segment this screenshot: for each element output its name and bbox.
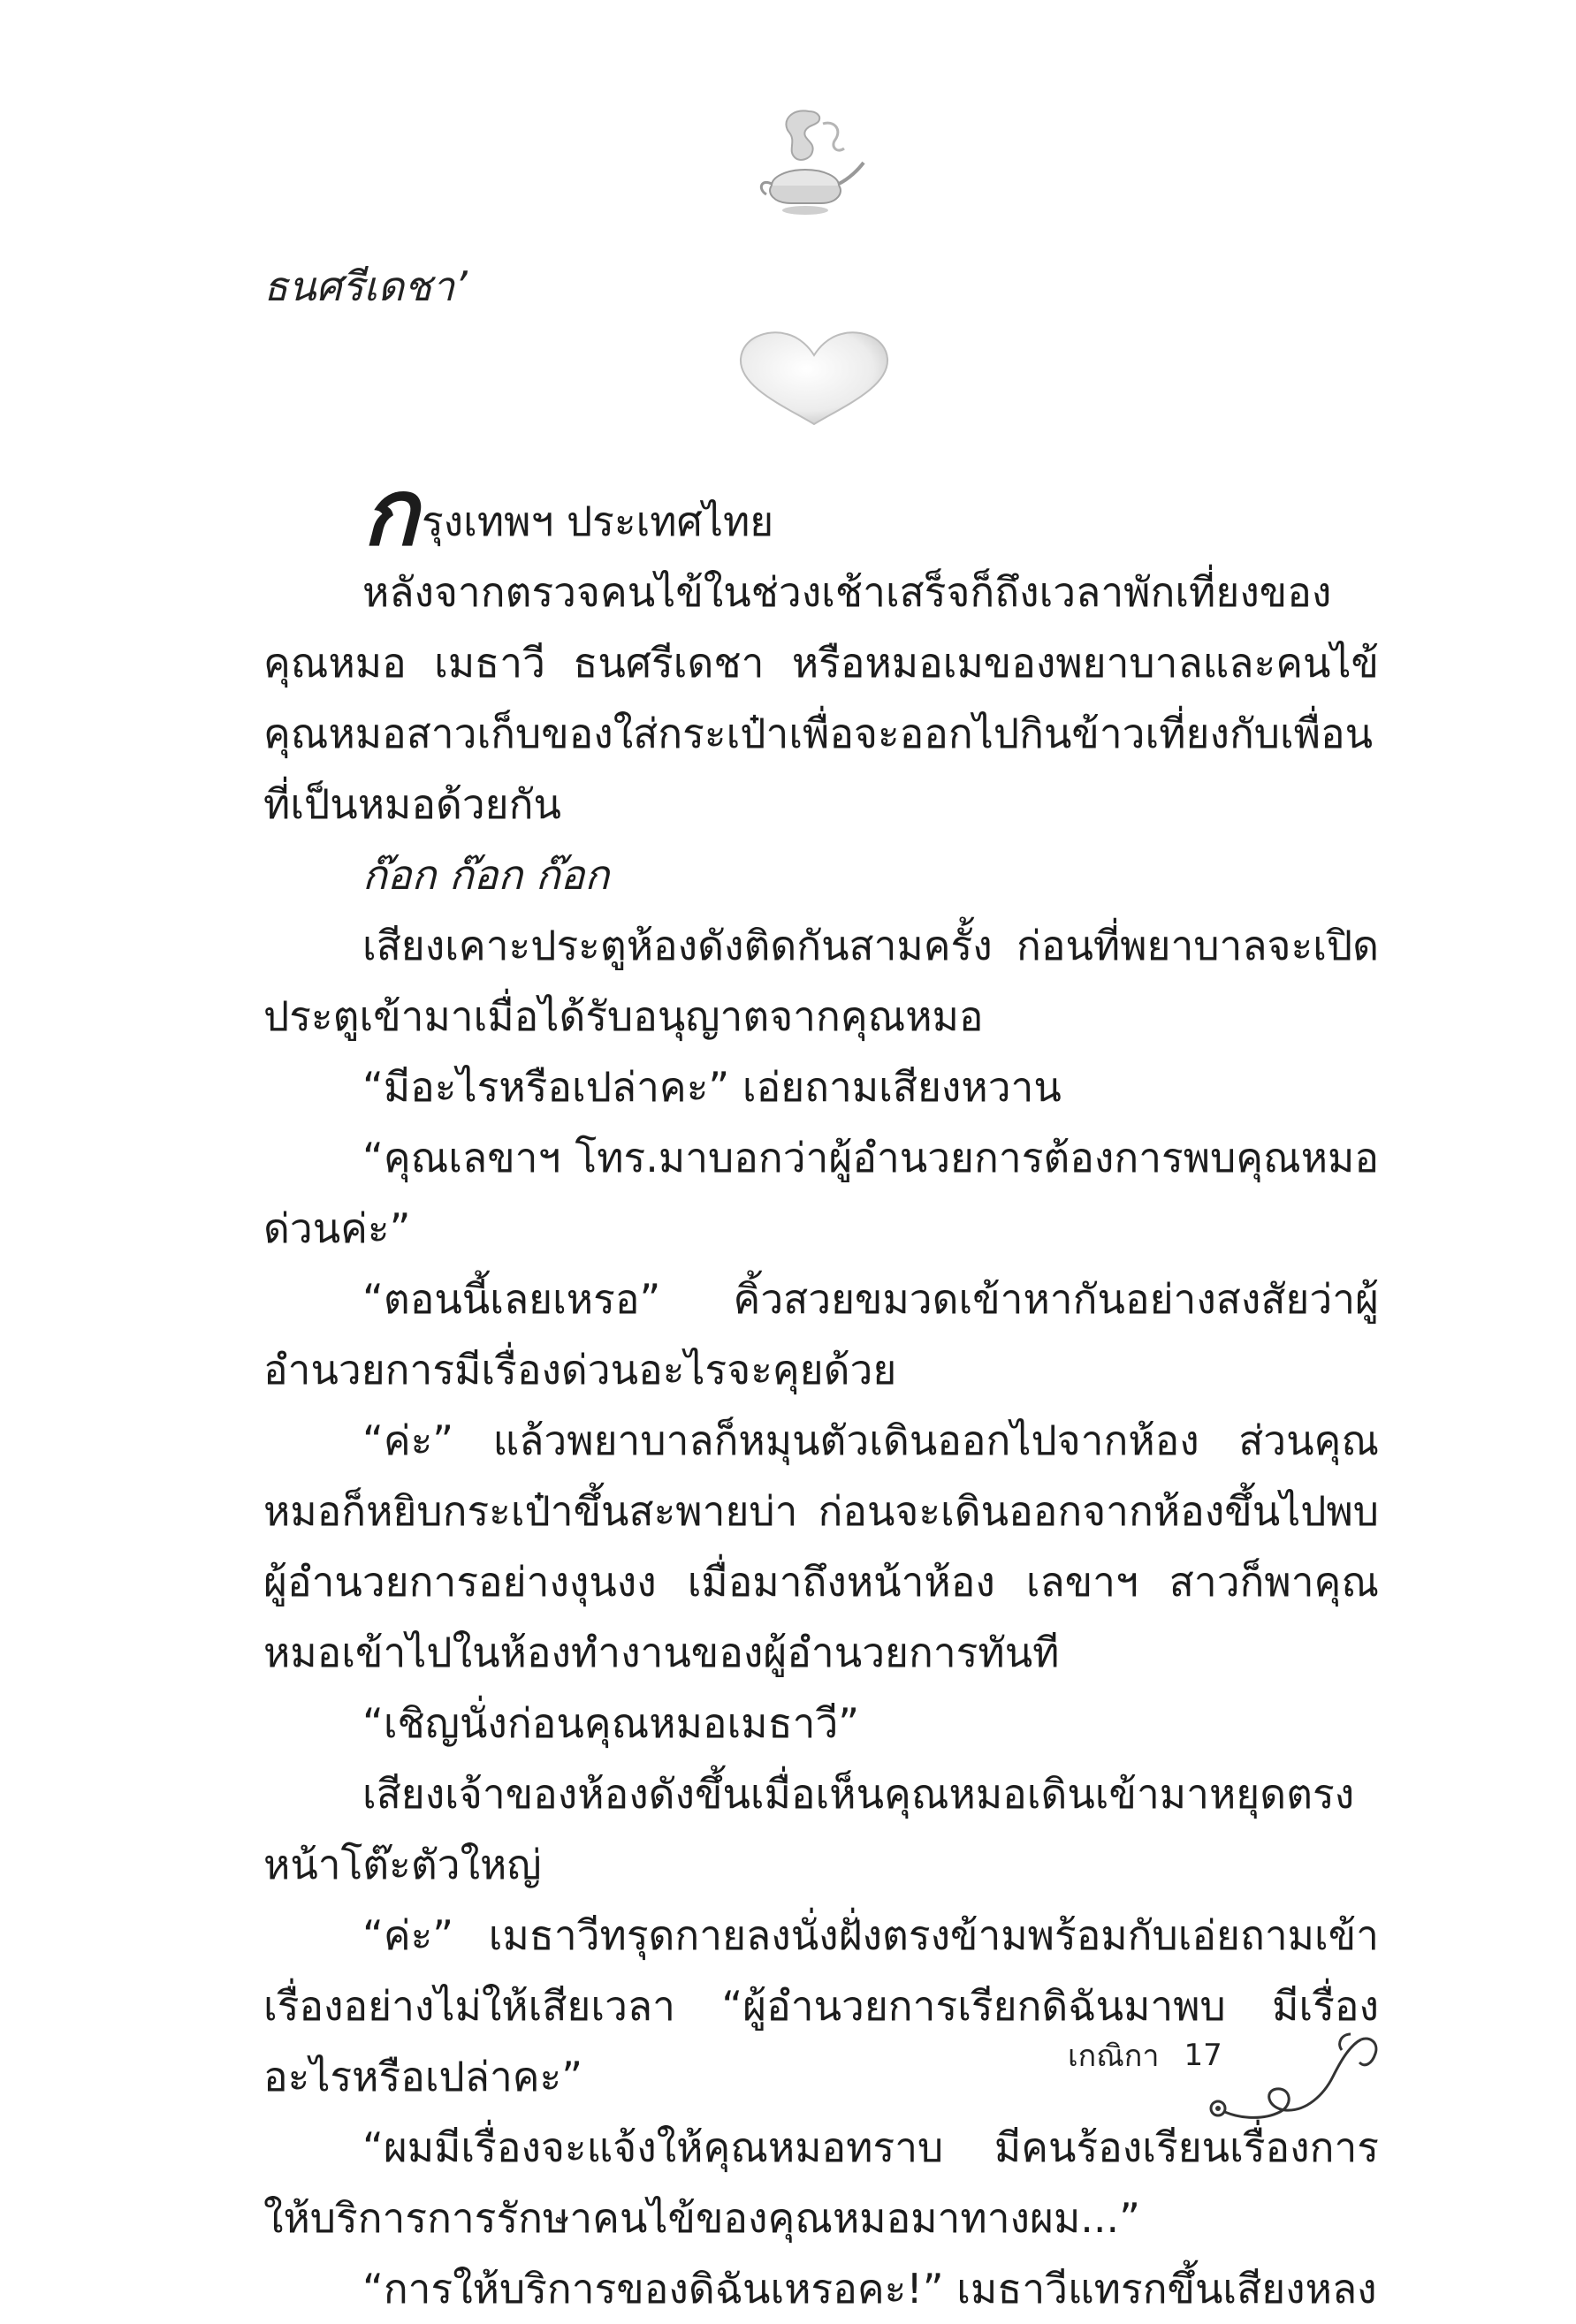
dialogue-paragraph: “คุณเลขาฯ โทร.มาบอกว่าผู้อำนวยการต้องการพบคุณหมอด่วนค่ะ” bbox=[263, 1134, 1379, 1252]
dialogue-paragraph: “ผมมีเรื่องจะแจ้งให้คุณหมอทราบ มีคนร้องเรียนเรื่องการให้บริการการรักษาคนไข้ของคุณหมอมาทางผม...” bbox=[263, 2123, 1379, 2242]
paragraph: หลังจากตรวจคนไข้ในช่วงเช้าเสร็จก็ถึงเวลาพักเที่ยงของคุณหมอ เมธาวี ธนศรีเดชา หรือหมอเมของพยาบาลและคนไข้ คุณหมอสาวเก็บของใส่กระเป๋าเพื่อจะออกไปกินข้าวเที่ยงกับเพื่อนที่เป็นหมอด้วยกัน bbox=[263, 568, 1379, 828]
dialogue-paragraph: “มีอะไรหรือเปล่าคะ” เอ่ยถามเสียงหวาน bbox=[362, 1063, 1062, 1111]
sound-effect-paragraph: ก๊อก ก๊อก ก๊อก bbox=[362, 851, 610, 899]
opening-line bbox=[362, 459, 1379, 566]
running-title: เกณิกา bbox=[1068, 2039, 1160, 2074]
dialogue-paragraph: “ค่ะ” เมธาวีทรุดกายลงนั่งฝั่งตรงข้ามพร้อมกับเอ่ยถามเข้าเรื่องอย่างไม่ให้เสียเวลา “ผู้อำนวยการเรียกดิฉันมาพบ มีเรื่องอะไรหรือเปล่าคะ” bbox=[263, 1911, 1379, 2100]
heart-divider-icon bbox=[732, 325, 896, 431]
carryover-text: ธนศรีเดชา’ bbox=[263, 262, 468, 310]
paragraph: เสียงเคาะประตูห้องดังติดกันสามครั้ง ก่อนที่พยาบาลจะเปิดประตูเข้ามาเมื่อได้รับอนุญาตจากคุณหมอ bbox=[263, 922, 1379, 1040]
opening-line-text: รุงเทพฯ ประเทศไทย bbox=[421, 497, 774, 545]
dialogue-paragraph: “ตอนนี้เลยเหรอ” คิ้วสวยขมวดเข้าหากันอย่างสงสัยว่าผู้อำนวยการมีเรื่องด่วนอะไรจะคุยด้วย bbox=[263, 1275, 1379, 1394]
dialogue-paragraph: “เชิญนั่งก่อนคุณหมอเมธาวี” bbox=[362, 1699, 860, 1747]
page-footer bbox=[1068, 2029, 1222, 2082]
dialogue-paragraph: “การให้บริการของดิฉันเหรอคะ!” เมธาวีแทรกขึ้นเสียงหลง bbox=[362, 2265, 1377, 2313]
page-number: 17 bbox=[1184, 2038, 1222, 2073]
paragraph: เสียงเจ้าของห้องดังขึ้นเมื่อเห็นคุณหมอเดินเข้ามาหยุดตรงหน้าโต๊ะตัวใหญ่ bbox=[263, 1770, 1355, 1888]
teapot-steam-ornament bbox=[747, 104, 871, 219]
dialogue-paragraph: “ค่ะ” แล้วพยาบาลก็หมุนตัวเดินออกไปจากห้อง ส่วนคุณหมอก็หยิบกระเป๋าขึ้นสะพายบ่า ก่อนจะเดินออกจากห้องขึ้นไปพบผู้อำนวยการอย่างงุนงง เมื่อมาถึงหน้าห้อง เลขาฯ สาวก็พาคุณหมอเข้าไปในห้องทำงานของผู้อำนวยการทันที bbox=[263, 1416, 1379, 1676]
stethoscope-icon bbox=[1209, 2024, 1386, 2130]
drop-cap: ก bbox=[362, 459, 418, 566]
